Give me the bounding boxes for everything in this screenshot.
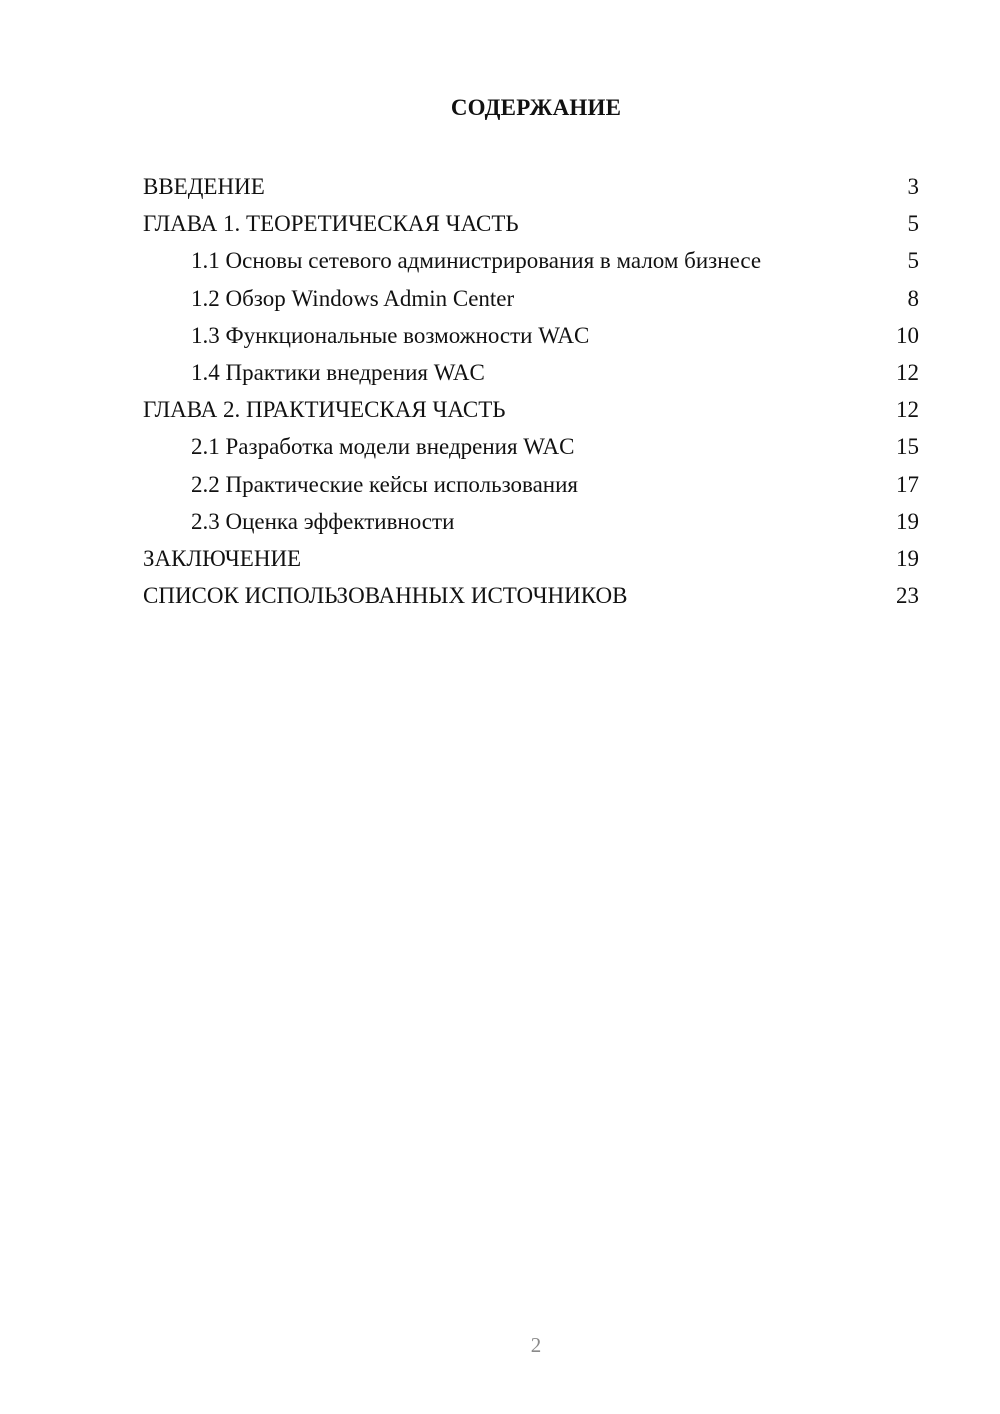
toc-entry-page: 5 [907, 211, 919, 237]
toc-entry-label: 1.4 Практики внедрения WAC [191, 359, 485, 385]
toc-entry-label: ЗАКЛЮЧЕНИЕ [143, 545, 302, 571]
toc-entry-label: СПИСОК ИСПОЛЬЗОВАННЫХ ИСТОЧНИКОВ [143, 583, 628, 609]
toc-entry-section-1-4[interactable] [143, 354, 919, 391]
toc-entry-label: 1.1 Основы сетевого администрирования в малом бизнесе [191, 248, 762, 274]
toc-entry-page: 5 [907, 248, 919, 274]
toc-entry-page: 17 [896, 471, 919, 497]
toc-entry-page: 8 [907, 285, 919, 311]
toc-entry-label: ГЛАВА 2. ПРАКТИЧЕСКАЯ ЧАСТЬ [143, 397, 506, 423]
toc-entry-page: 15 [896, 434, 919, 460]
toc-entry-section-1-2[interactable] [143, 280, 919, 317]
toc-entry-page: 19 [896, 508, 919, 534]
toc-entry-chapter-1[interactable] [143, 205, 919, 242]
toc-entry-section-2-2[interactable] [143, 466, 919, 503]
toc-entry-conclusion[interactable] [143, 540, 919, 577]
toc-entry-section-2-1[interactable] [143, 428, 919, 465]
toc-entry-section-1-1[interactable] [143, 242, 919, 279]
toc-entry-section-1-3[interactable] [143, 317, 919, 354]
toc-entry-label: 1.3 Функциональные возможности WAC [191, 322, 590, 348]
toc-entry-label: 2.3 Оценка эффективности [191, 508, 455, 534]
toc-entry-chapter-2[interactable] [143, 391, 919, 428]
toc-entry-label: ВВЕДЕНИЕ [143, 174, 265, 199]
toc-entry-label: 2.1 Разработка модели внедрения WAC [191, 434, 575, 460]
toc-title: СОДЕРЖАНИЕ [450, 95, 622, 120]
toc-entry-page: 3 [907, 174, 919, 199]
toc-entry-references[interactable] [143, 577, 919, 614]
toc-entry-label: 1.2 Обзор Windows Admin Center [191, 285, 515, 311]
toc-entry-page: 23 [896, 583, 919, 609]
toc-entry-page: 12 [896, 397, 919, 423]
page-number: 2 [530, 1333, 542, 1357]
toc-entry-label: ГЛАВА 1. ТЕОРЕТИЧЕСКАЯ ЧАСТЬ [143, 211, 519, 237]
toc-entry-section-2-3[interactable] [143, 503, 919, 540]
table-of-contents [143, 168, 919, 614]
toc-entry-introduction[interactable] [143, 168, 919, 205]
toc-entry-label: 2.2 Практические кейсы использования [191, 471, 578, 497]
toc-entry-page: 19 [896, 545, 919, 571]
toc-entry-page: 12 [896, 359, 919, 385]
toc-entry-page: 10 [896, 322, 919, 348]
